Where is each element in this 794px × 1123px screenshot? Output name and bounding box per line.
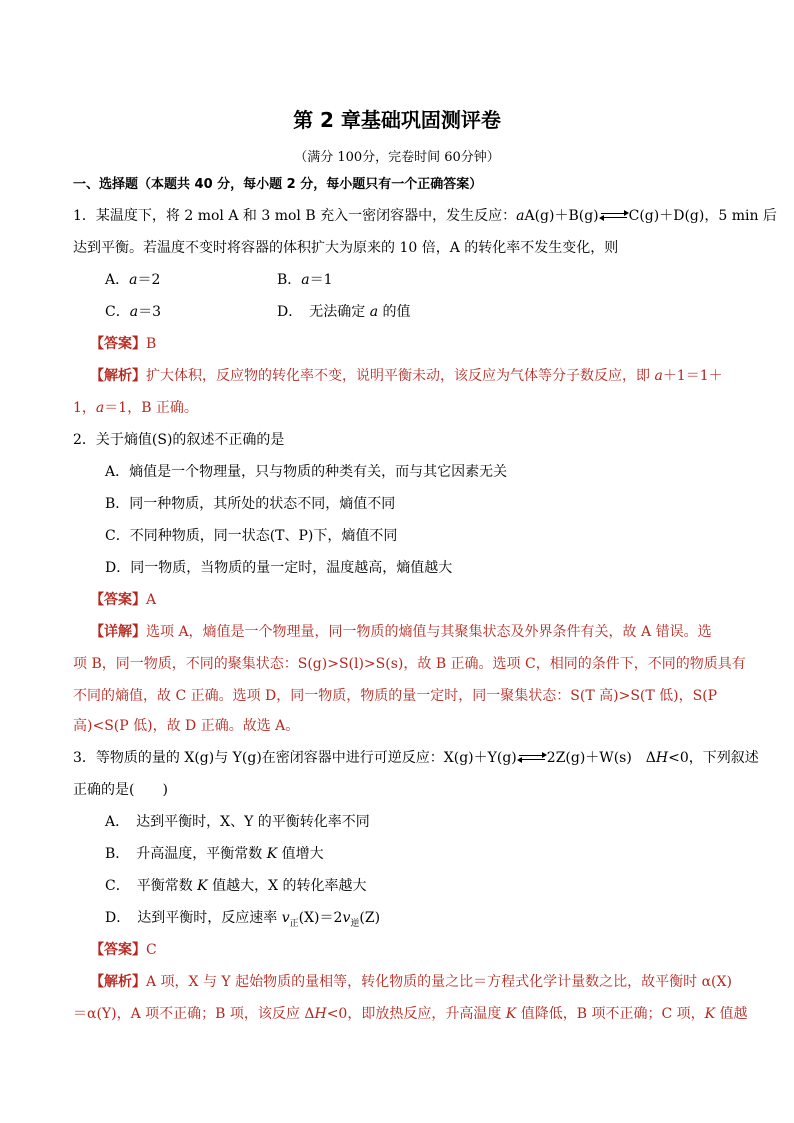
q1-option-c: C．a＝3 — [105, 304, 161, 320]
q1-analysis-line1: 【解析】扩大体积，反应物的转化率不变，说明平衡未动，该反应为气体等分子数反应，即 a＋1＝1＋ — [90, 368, 723, 384]
q2-detail-line1: 【详解】选项 A，熵值是一个物理量，同一物质的熵值与其聚集状态及外界条件有关，故 A 错误。选 — [90, 624, 712, 640]
q3-analysis-line2: ＝α(Y)，A 项不正确；B 项，该反应 ΔH<0，即放热反应，升高温度 K 值降低，B 项不正确；C 项，K 值越 — [73, 1006, 748, 1022]
q1-stem-line1: 1．某温度下，将 2 mol A 和 3 mol B 充入一密闭容器中，发生反应：aA(g)＋B(g) C(g)＋D(g)，5 min 后 — [73, 208, 777, 224]
q3-option-d: D． 达到平衡时，反应速率 $v_正(X)=2v_逆(Z)$ — [105, 910, 381, 929]
q1-option-a: A．a＝2 — [105, 272, 161, 288]
q3-option-b: B． 升高温度，平衡常数 K 值增大 — [105, 846, 324, 862]
q2-option-b: B．同一种物质，其所处的状态不同，熵值不同 — [105, 496, 396, 512]
q2-option-c: C．不同种物质，同一状态(T、P)下，熵值不同 — [105, 528, 398, 544]
equilibrium-arrow-icon — [517, 753, 547, 763]
q2-stem: 2．关于熵值(S)的叙述不正确的是 — [73, 432, 285, 448]
q3-option-a: A． 达到平衡时，X、Y 的平衡转化率不同 — [105, 814, 370, 830]
q1-option-b: B．a＝1 — [277, 272, 333, 288]
q1-answer: 【答案】B — [90, 336, 157, 352]
q3-option-c: C． 平衡常数 K 值越大，X 的转化率越大 — [105, 878, 367, 894]
page-title: 第 2 章基础巩固测评卷 — [293, 108, 501, 132]
q2-detail-line3: 不同的熵值，故 C 正确。选项 D，同一物质，物质的量一定时，同一聚集状态：S(T 高)>S(T 低)，S(P — [73, 688, 718, 704]
q2-option-d: D．同一物质，当物质的量一定时，温度越高，熵值越大 — [105, 560, 453, 576]
q1-stem-line2: 达到平衡。若温度不变时将容器的体积扩大为原来的 10 倍，A 的转化率不发生变化，则 — [73, 240, 619, 256]
q2-detail-line2: 项 B，同一物质，不同的聚集状态：S(g)>S(l)>S(s)，故 B 正确。选项 C，相同的条件下，不同的物质具有 — [73, 656, 746, 672]
section-heading: 一、选择题（本题共 40 分，每小题 2 分，每小题只有一个正确答案） — [73, 177, 483, 192]
q2-detail-line4: 高)<S(P 低)，故 D 正确。故选 A。 — [73, 718, 300, 734]
q2-answer: 【答案】A — [90, 592, 157, 608]
q3-analysis-line1: 【解析】A 项，X 与 Y 起始物质的量相等，转化物质的量之比＝方程式化学计量数之比，故平衡时 α(X) — [90, 974, 732, 990]
q3-answer: 【答案】C — [90, 942, 157, 958]
q1-analysis-line2: 1，a＝1，B 正确。 — [73, 400, 198, 416]
page-subtitle: （满分 100分，完卷时间 60分钟） — [294, 150, 500, 165]
q3-stem-line1: 3．等物质的量的 X(g)与 Y(g)在密闭容器中进行可逆反应：X(g)＋Y(g) 2Z(g)＋W(s) ΔH<0，下列叙述 — [73, 750, 759, 766]
q3-stem-line2: 正确的是( ) — [73, 782, 168, 798]
q1-option-d: D． 无法确定 a 的值 — [277, 304, 411, 320]
equilibrium-arrow-icon — [599, 211, 629, 221]
q2-option-a: A．熵值是一个物理量，只与物质的种类有关，而与其它因素无关 — [105, 464, 508, 480]
